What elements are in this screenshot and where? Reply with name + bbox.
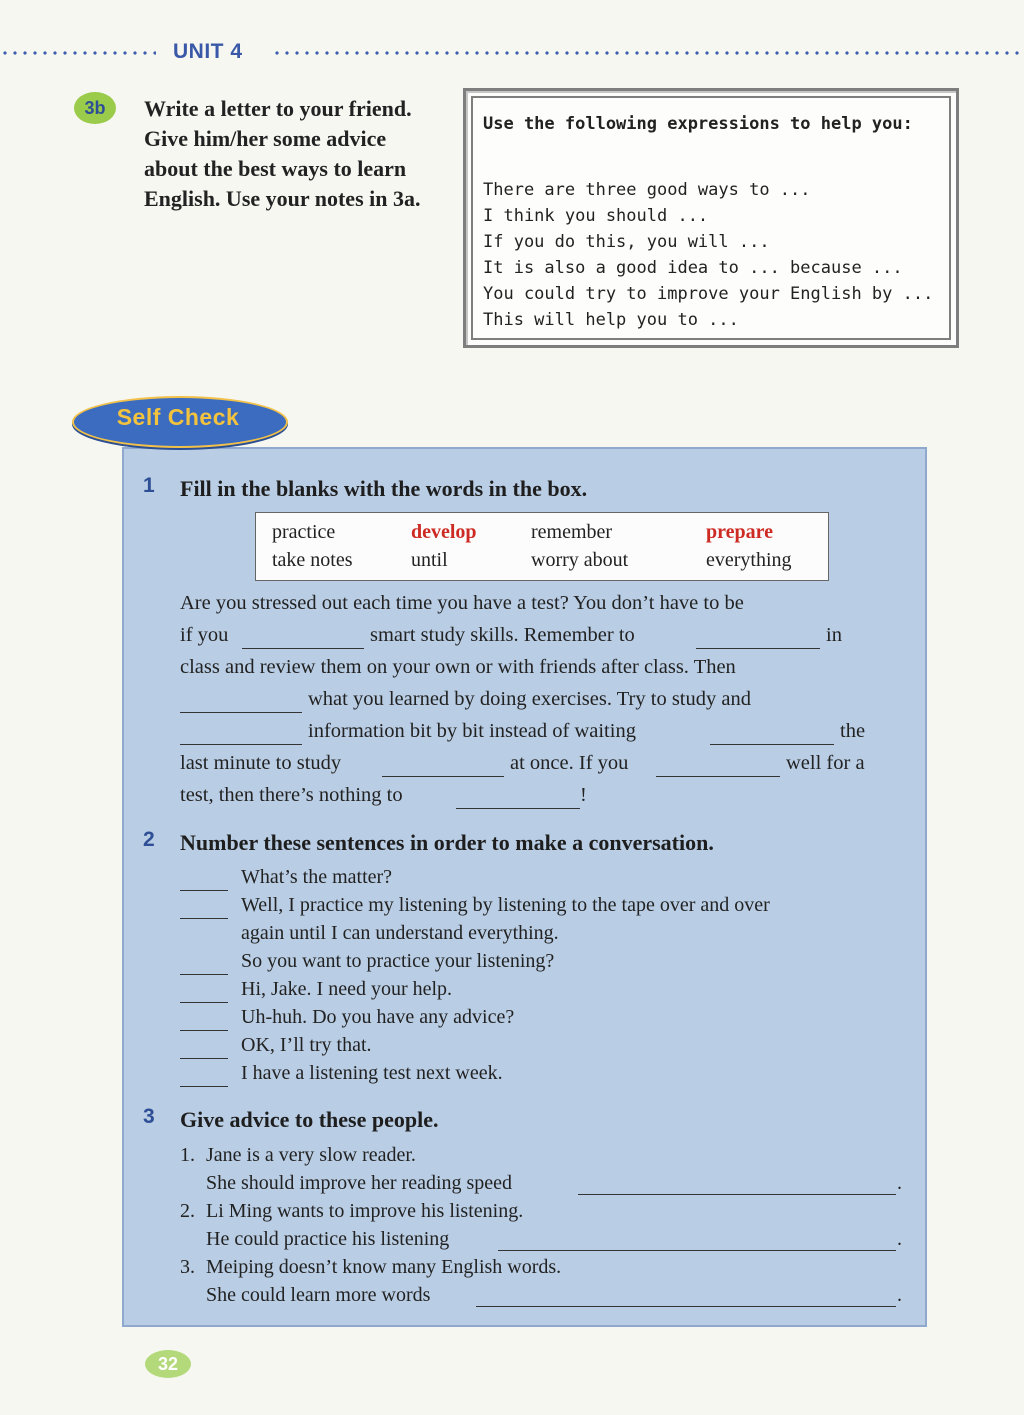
conversation-sentence: Uh-huh. Do you have any advice? <box>241 1006 515 1028</box>
order-blank[interactable] <box>180 1030 228 1031</box>
ex2-number: 2 <box>143 828 155 851</box>
order-blank[interactable] <box>180 974 228 975</box>
ex1-line-7b: ! <box>580 784 587 806</box>
ex1-line-7a: test, then there’s nothing to <box>180 784 403 806</box>
expression-item: If you do this, you will ... <box>483 232 770 252</box>
self-check-label: Self Check <box>116 404 240 430</box>
ex3-prompt: He could practice his listening <box>206 1228 450 1250</box>
ex3-item-number: 2. <box>180 1200 195 1222</box>
header-dots-right <box>272 51 1024 55</box>
fill-blank[interactable] <box>456 808 580 809</box>
ex3-prompt: She should improve her reading speed <box>206 1172 513 1194</box>
word-develop: develop <box>411 521 477 543</box>
fill-blank[interactable] <box>382 776 504 777</box>
unit-title: UNIT 4 <box>173 40 243 63</box>
order-blank[interactable] <box>180 890 228 891</box>
fill-blank[interactable] <box>180 712 302 713</box>
expressions-list <box>483 177 933 333</box>
order-blank[interactable] <box>180 1086 228 1087</box>
ex3-item-number: 1. <box>180 1144 195 1166</box>
conversation-sentence: So you want to practice your listening? <box>241 950 555 972</box>
ex3-situation: Meiping doesn’t know many English words. <box>206 1256 562 1278</box>
ex3-situation: Jane is a very slow reader. <box>206 1144 416 1166</box>
word-everything: everything <box>706 549 792 571</box>
end-period: . <box>897 1284 902 1306</box>
expressions-box <box>463 88 959 348</box>
ex3-situation: Li Ming wants to improve his listening. <box>206 1200 524 1222</box>
conversation-sentence-continued: again until I can understand everything. <box>241 922 559 944</box>
ex1-line-2b: smart study skills. Remember to <box>370 624 635 646</box>
fill-blank[interactable] <box>710 744 834 745</box>
ex1-line-2c: in <box>826 624 842 646</box>
word-worry-about: worry about <box>531 549 629 571</box>
end-period: . <box>897 1228 902 1250</box>
advice-answer-line[interactable] <box>476 1306 896 1307</box>
ex1-line-6a: last minute to study <box>180 752 342 774</box>
advice-answer-line[interactable] <box>578 1194 896 1195</box>
fill-blank[interactable] <box>180 744 302 745</box>
end-period: . <box>897 1172 902 1194</box>
fill-blank[interactable] <box>242 648 364 649</box>
conversation-sentence: What’s the matter? <box>241 866 393 888</box>
expression-item: It is also a good idea to ... because ... <box>483 258 903 278</box>
header-dots-left <box>0 51 156 55</box>
ex3-title: Give advice to these people. <box>180 1107 439 1132</box>
order-blank[interactable] <box>180 918 228 919</box>
conversation-sentence: Hi, Jake. I need your help. <box>241 978 453 1000</box>
word-remember: remember <box>531 521 613 543</box>
expression-item: You could try to improve your English by ... <box>483 284 934 304</box>
word-practice: practice <box>272 521 336 543</box>
ex1-line-2a: if you <box>180 624 229 646</box>
fill-blank[interactable] <box>656 776 780 777</box>
ex1-line-6b: at once. If you <box>510 752 629 774</box>
word-take-notes: take notes <box>272 549 353 571</box>
conversation-sentence: I have a listening test next week. <box>241 1062 503 1084</box>
ex3-item-number: 3. <box>180 1256 195 1278</box>
word-until: until <box>411 549 448 571</box>
expression-item: There are three good ways to ... <box>483 180 811 200</box>
page-number: 32 <box>145 1350 191 1378</box>
order-blank[interactable] <box>180 1058 228 1059</box>
task-3b-instruction: Write a letter to your friend. Give him/her some advice about the best ways to learn English. Use your notes in 3a. <box>144 96 421 211</box>
task-3b-badge: 3b <box>74 92 116 124</box>
word-box <box>255 512 829 581</box>
fill-blank[interactable] <box>696 648 820 649</box>
ex1-line-5a: information bit by bit instead of waiting <box>308 720 636 742</box>
conversation-sentence: OK, I’ll try that. <box>241 1034 372 1056</box>
conversation-sentence: Well, I practice my listening by listening to the tape over and over <box>241 894 770 916</box>
ex1-line-5b: the <box>840 720 866 742</box>
order-blank[interactable] <box>180 1002 228 1003</box>
ex1-line-4: what you learned by doing exercises. Try to study and <box>308 688 751 710</box>
ex3-prompt: She could learn more words <box>206 1284 431 1306</box>
ex1-title: Fill in the blanks with the words in the box. <box>180 476 588 501</box>
ex3-number: 3 <box>143 1105 155 1128</box>
ex1-number: 1 <box>143 474 155 497</box>
ex1-line-1: Are you stressed out each time you have a test? You don’t have to be <box>180 592 744 614</box>
ex1-line-3: class and review them on your own or with friends after class. Then <box>180 656 736 678</box>
word-prepare: prepare <box>706 521 774 543</box>
advice-answer-line[interactable] <box>498 1250 896 1251</box>
ex1-line-6c: well for a <box>786 752 865 774</box>
expression-item: This will help you to ... <box>483 310 739 330</box>
ex2-title: Number these sentences in order to make a conversation. <box>180 830 714 855</box>
expressions-heading: Use the following expressions to help you: <box>483 114 913 134</box>
expression-item: I think you should ... <box>483 206 709 226</box>
